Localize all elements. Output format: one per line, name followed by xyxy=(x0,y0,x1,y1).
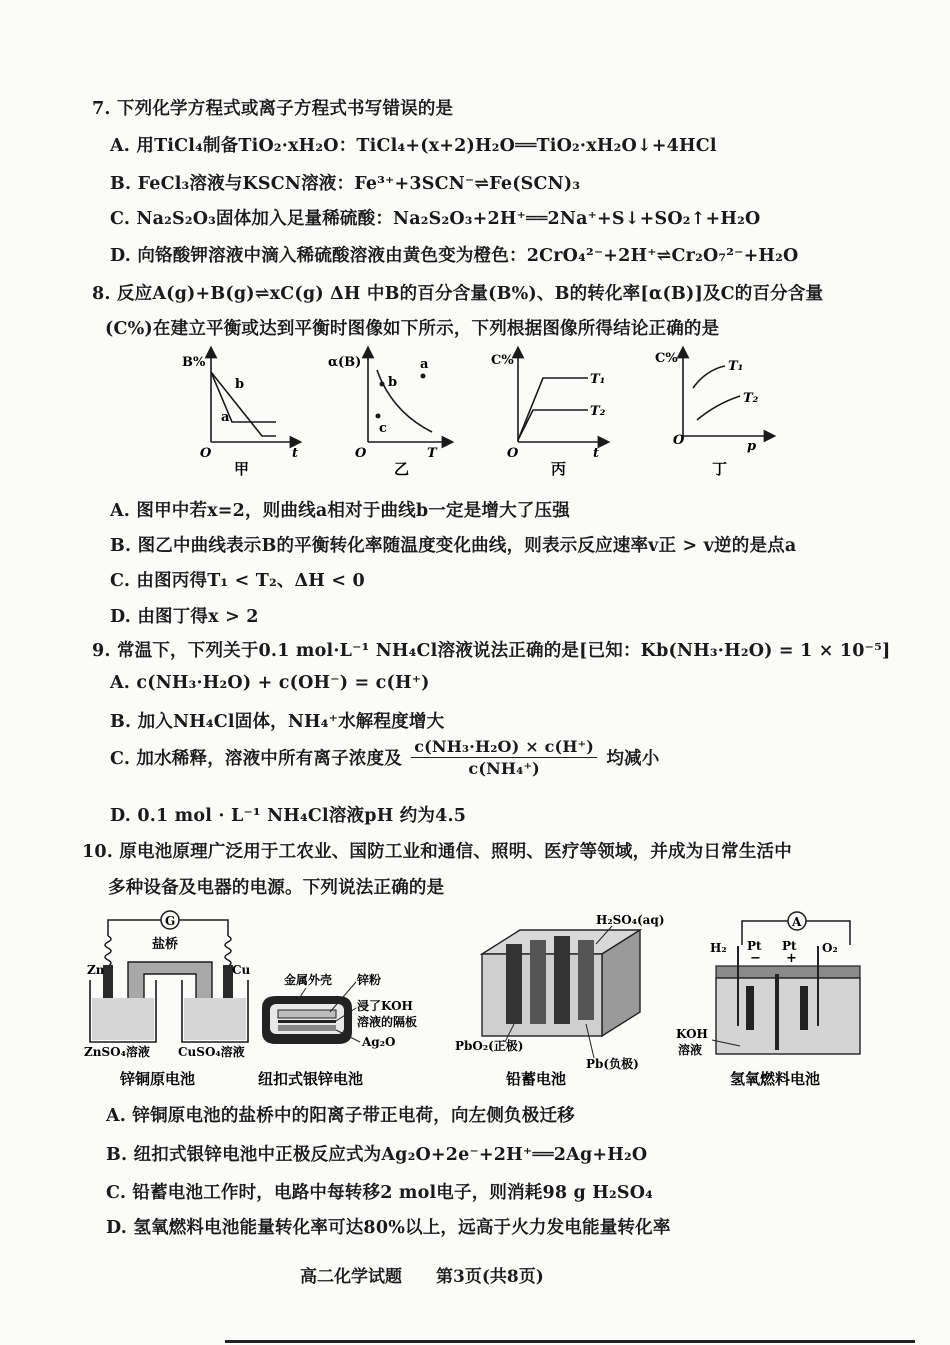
q10-option-d: D. 氢氧燃料电池能量转化率可达80%以上，远高于火力发电能量转化率 xyxy=(106,1218,671,1238)
minus-sign: − xyxy=(750,951,761,966)
graph-yi-xlabel: T xyxy=(427,446,437,461)
cathode xyxy=(800,986,808,1030)
bottom-rule xyxy=(225,1340,915,1343)
graph-ding xyxy=(655,351,770,478)
cuso4-label: CuSO₄溶液 xyxy=(178,1045,245,1059)
graph-jia-label-a: a xyxy=(221,410,230,425)
graph-ding-label-t2: T₂ xyxy=(743,391,759,406)
cell1-wire-left xyxy=(108,920,161,936)
plate-4 xyxy=(578,940,594,1020)
graph-yi-label-a: a xyxy=(420,357,429,372)
separator-label-2: 溶液的隔板 xyxy=(357,1015,418,1029)
graph-yi-point-c xyxy=(376,414,381,419)
ammeter-label: A xyxy=(792,915,802,929)
salt-bridge-label: 盐桥 xyxy=(152,937,179,952)
cu-label: Cu xyxy=(232,963,251,977)
pt-left-label: Pt xyxy=(747,939,762,953)
graph-ding-label-t1: T₁ xyxy=(728,359,744,374)
graph-jia-caption: 甲 xyxy=(234,460,250,478)
fuel-cell xyxy=(676,912,860,1088)
q8-option-d: D. 由图丁得x > 2 xyxy=(110,607,259,627)
q9-stem: 9. 常温下，下列关于0.1 mol·L⁻¹ NH₄Cl溶液说法正确的是[已知：Kb(NH₃·H₂O) = 1 × 10⁻⁵] xyxy=(92,641,891,661)
graph-ding-caption: 丁 xyxy=(712,460,728,478)
graph-yi xyxy=(328,352,448,478)
q10-option-a: A. 锌铜原电池的盐桥中的阳离子带正电荷，向左侧负极迁移 xyxy=(106,1106,575,1126)
graph-ding-xlabel: p xyxy=(747,439,757,454)
o2-label: O₂ xyxy=(822,941,838,955)
separator-label-1: 浸了KOH xyxy=(357,999,413,1013)
graph-yi-ylabel: α(B) xyxy=(328,355,362,370)
graph-ding-curve-t1 xyxy=(693,366,725,388)
graph-ding-curve-t2 xyxy=(697,396,740,420)
graph-yi-label-c: c xyxy=(379,421,387,436)
q9-option-c-numerator: c(NH₃·H₂O) × c(H⁺) xyxy=(411,737,597,758)
q9-option-b: B. 加入NH₄Cl固体，NH₄⁺水解程度增大 xyxy=(110,712,445,732)
q9-option-c-pre: C. 加水稀释，溶液中所有离子浓度及 xyxy=(110,749,402,769)
plus-sign: + xyxy=(786,951,797,966)
q8-stem-line1: 8. 反应A(g)+B(g)⇌xC(g) ΔH 中B的百分含量(B%)、B的转化率[α(B)]及C的百分含量 xyxy=(92,284,824,304)
q7-stem: 7. 下列化学方程式或离子方程式书写错误的是 xyxy=(92,99,454,119)
q7-option-d: D. 向铬酸钾溶液中滴入稀硫酸溶液由黄色变为橙色：2CrO₄²⁻+2H⁺⇌Cr₂O₇²⁻+H₂O xyxy=(110,246,799,266)
ag2o-layer xyxy=(278,1025,336,1031)
q8-graphs xyxy=(0,340,950,485)
beaker-right-solution xyxy=(184,998,246,1040)
cell3-caption: 铅蓄电池 xyxy=(506,1070,567,1088)
graph-jia-origin: O xyxy=(200,446,212,461)
graph-jia-label-b: b xyxy=(235,377,245,392)
q9-option-d: D. 0.1 mol · L⁻¹ NH₄Cl溶液pH 约为4.5 xyxy=(110,806,467,826)
graph-bing-curve-t1 xyxy=(518,378,588,440)
ag2o-label: Ag₂O xyxy=(362,1035,396,1049)
q10-stem-line2: 多种设备及电器的电源。下列说法正确的是 xyxy=(108,878,445,898)
q9-option-c-fraction xyxy=(411,737,597,778)
graph-yi-origin: O xyxy=(355,446,367,461)
graph-yi-label-b: b xyxy=(388,375,398,390)
graph-jia-xlabel: t xyxy=(292,446,299,461)
q7-option-b: B. FeCl₃溶液与KSCN溶液：Fe³⁺+3SCN⁻⇌Fe(SCN)₃ xyxy=(110,174,581,194)
q8-option-a: A. 图甲中若x=2，则曲线a相对于曲线b一定是增大了压强 xyxy=(110,501,570,521)
zinc-powder xyxy=(278,1010,336,1018)
graph-ding-origin: O xyxy=(673,433,685,448)
q9-option-c-post: 均减小 xyxy=(606,749,660,769)
q10-stem-line1: 10. 原电池原理广泛用于工农业、国防工业和通信、照明、医疗等领域，并成为日常生活中 xyxy=(82,842,792,862)
q10-option-b: B. 纽扣式银锌电池中正极反应式为Ag₂O+2e⁻+2H⁺══2Ag+H₂O xyxy=(106,1145,648,1165)
graph-bing-label-t2: T₂ xyxy=(590,404,606,419)
button-cell xyxy=(258,972,417,1088)
graph-ding-ylabel: C% xyxy=(655,351,678,366)
plate-3 xyxy=(554,936,570,1024)
shell-label: 金属外壳 xyxy=(284,973,333,987)
graph-yi-point-a xyxy=(421,374,426,379)
h2so4-label: H₂SO₄(aq) xyxy=(596,913,665,927)
znso4-label: ZnSO₄溶液 xyxy=(84,1045,150,1059)
plate-2 xyxy=(530,940,546,1024)
q8-option-c: C. 由图丙得T₁ < T₂、ΔH < 0 xyxy=(110,571,365,591)
graph-bing-label-t1: T₁ xyxy=(590,372,606,387)
separator xyxy=(278,1020,336,1023)
pb-label: Pb(负极) xyxy=(586,1057,639,1071)
h2-label: H₂ xyxy=(710,941,727,955)
button-pointer-shell xyxy=(300,988,306,997)
pbo2-label: PbO₂(正极) xyxy=(455,1039,524,1053)
anode xyxy=(746,986,754,1030)
graph-bing-caption: 丙 xyxy=(551,460,567,478)
q8-option-b: B. 图乙中曲线表示B的平衡转化率随温度变化曲线，则表示反应速率v正 > v逆的是点a xyxy=(110,536,797,556)
graph-jia-ylabel: B% xyxy=(182,355,206,370)
q8-stem-line2: (C%)在建立平衡或达到平衡时图像如下所示，下列根据图像所得结论正确的是 xyxy=(105,319,720,339)
q9-option-c-denominator: c(NH₄⁺) xyxy=(468,759,540,778)
zn-cu-cell xyxy=(84,911,251,1088)
galvanometer-label: G xyxy=(165,914,176,928)
cell1-caption: 锌铜原电池 xyxy=(120,1070,196,1088)
q9-option-c xyxy=(110,737,659,778)
cell1-wire-right xyxy=(179,920,228,936)
plate-1 xyxy=(506,944,522,1024)
graph-jia xyxy=(182,352,298,478)
beaker-left-solution xyxy=(92,998,154,1040)
graph-bing-xlabel: t xyxy=(593,446,600,461)
q7-option-a: A. 用TiCl₄制备TiO₂·xH₂O：TiCl₄+(x+2)H₂O══TiO₂·xH₂O↓+4HCl xyxy=(110,136,717,156)
cell1-coil-left xyxy=(105,936,111,966)
koh-label-2: 溶液 xyxy=(678,1043,703,1057)
zn-label: Zn xyxy=(87,963,105,977)
koh-label-1: KOH xyxy=(676,1027,708,1041)
graph-bing-origin: O xyxy=(507,446,519,461)
page-footer: 高二化学试题 第3页(共8页) xyxy=(300,1267,544,1287)
cell2-caption: 纽扣式银锌电池 xyxy=(258,1070,364,1088)
graph-yi-point-b xyxy=(380,382,385,387)
q10-figures xyxy=(0,900,950,1095)
cell1-coil-right xyxy=(225,936,231,966)
zinc-powder-label: 锌粉 xyxy=(357,973,382,987)
cell4-caption: 氢氧燃料电池 xyxy=(730,1070,821,1088)
graph-yi-caption: 乙 xyxy=(394,460,410,478)
q10-option-c: C. 铅蓄电池工作时，电路中每转移2 mol电子，则消耗98 g H₂SO₄ xyxy=(106,1183,654,1203)
pt-right-label: Pt xyxy=(782,939,797,953)
graph-bing xyxy=(491,352,606,478)
q7-option-c: C. Na₂S₂O₃固体加入足量稀硫酸：Na₂S₂O₃+2H⁺══2Na⁺+S↓+SO₂↑+H₂O xyxy=(110,209,761,229)
graph-bing-ylabel: C% xyxy=(491,353,514,368)
q9-option-a: A. c(NH₃·H₂O) + c(OH⁻) = c(H⁺) xyxy=(110,673,430,693)
lead-acid-battery xyxy=(455,913,665,1088)
